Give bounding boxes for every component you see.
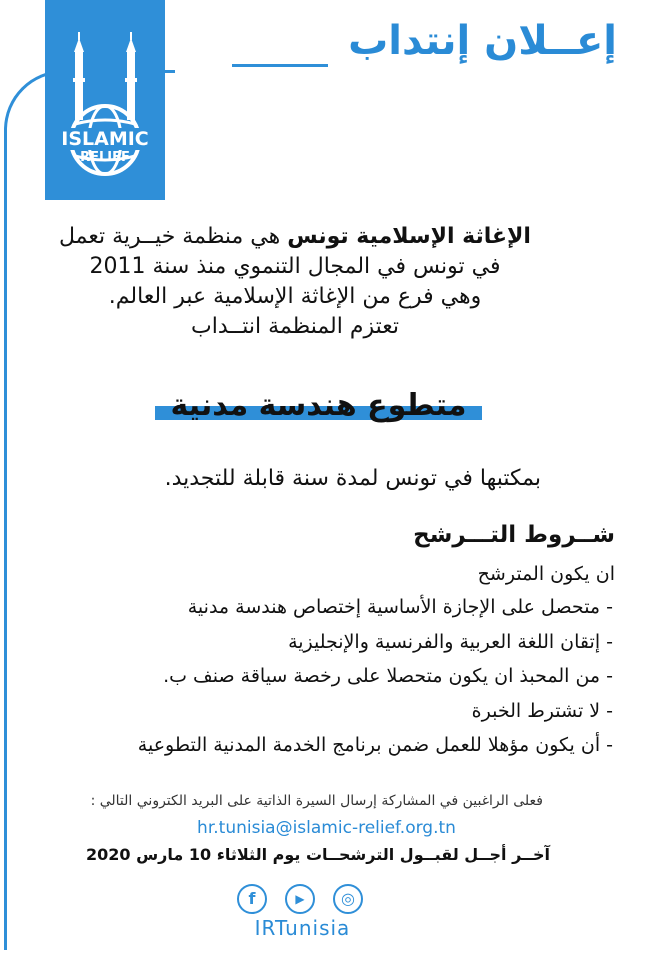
- deadline-text: آخــر أجــل لقبــول الترشحــات يوم الثلاثاء 10 مارس 2020: [85, 845, 550, 864]
- logo-wordmark-relief: RELIEF: [80, 150, 130, 165]
- list-item: - إتقان اللغة العربية والفرنسية والإنجليزية: [288, 630, 613, 653]
- email-link[interactable]: hr.tunisia@islamic-relief.org.tn: [197, 818, 456, 838]
- list-item: - متحصل على الإجازة الأساسية إختصاص هندسة مدنية: [187, 596, 613, 618]
- intro-line-1: [15, 222, 575, 252]
- position-highlight: [155, 384, 482, 436]
- social-links: [237, 884, 367, 918]
- instagram-icon[interactable]: ◎: [333, 884, 363, 914]
- intro-line-1-rest: هي منظمة خيــرية تعمل: [59, 224, 288, 249]
- requirements-heading: شــروط التـــرشح: [413, 522, 615, 548]
- list-item: - لا تشترط الخبرة: [471, 699, 613, 722]
- list-item: - أن يكون مؤهلا للعمل ضمن برنامج الخدمة المدنية التطوعية: [137, 734, 613, 756]
- islamic-relief-logo: [45, 0, 165, 200]
- list-item: - من المحبذ ان يكون متحصلا على رخصة سياقة صنف ب.: [163, 665, 613, 687]
- intro-line-2: في تونس في المجال التنموي منذ سنة 2011: [89, 254, 501, 279]
- intro-paragraph: [15, 222, 575, 342]
- location-text: بمكتبها في تونس لمدة سنة قابلة للتجديد.: [164, 466, 541, 491]
- intro-line-4: تعتزم المنظمة انتــداب: [191, 314, 399, 339]
- logo-wordmark-islamic: ISLAMIC: [61, 128, 149, 150]
- requirements-intro: ان يكون المترشح: [477, 563, 615, 585]
- header-rule: [232, 64, 328, 67]
- youtube-icon[interactable]: ▶: [285, 884, 315, 914]
- position-title: متطوع هندسة مدنية: [170, 388, 467, 423]
- page-title: إعــلان إنتداب: [342, 18, 623, 64]
- intro-line-3: وهي فرع من الإغاثة الإسلامية عبر العالم.: [108, 284, 482, 309]
- org-name: الإغاثة الإسلامية تونس: [287, 224, 531, 249]
- application-instructions: فعلى الراغبين في المشاركة إرسال السيرة الذاتية على البريد الكتروني التالي :: [90, 793, 543, 809]
- requirements-list: [13, 590, 613, 763]
- mosque-globe-icon: [45, 0, 165, 200]
- facebook-icon[interactable]: f: [237, 884, 267, 914]
- social-handle: IRTunisia: [254, 916, 351, 940]
